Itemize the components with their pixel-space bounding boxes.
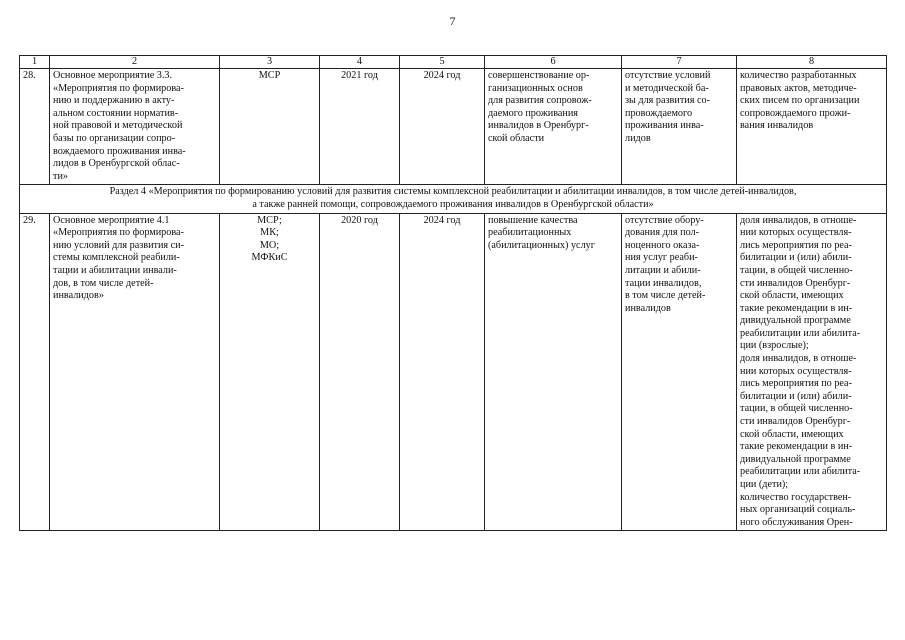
- text-line: сопровождаемого прожи-: [740, 107, 851, 119]
- text-line: «Мероприятия по формирова-: [53, 227, 184, 239]
- text-line: Основное мероприятие 4.1: [53, 214, 170, 226]
- text-line: ской области: [488, 132, 545, 144]
- text-line: дивидуальной программе: [740, 315, 851, 327]
- column-number: 5: [400, 56, 485, 69]
- text-line: инвалидов»: [53, 290, 104, 302]
- end-year-cell: 2024 год: [400, 69, 485, 185]
- text-line: ганизационных основ: [488, 82, 583, 94]
- text-line: ской области, имеющих: [740, 290, 844, 302]
- text-line: повышение качества: [488, 214, 578, 226]
- column-number: 7: [622, 56, 737, 69]
- text-line: лись мероприятия по реа-: [740, 239, 852, 251]
- text-line: провождаемого: [625, 107, 693, 119]
- text-line: вания инвалидов: [740, 120, 814, 132]
- page-number: 7: [449, 14, 456, 28]
- text-line: тации и абилитации инвали-: [53, 264, 177, 276]
- text-line: тации, в общей численно-: [740, 403, 853, 415]
- text-line: зы для развития со-: [625, 95, 710, 107]
- text-line: МО;: [259, 239, 280, 251]
- measures-table: [19, 55, 887, 531]
- consequences-cell: [622, 69, 737, 185]
- indicators-cell: [737, 69, 887, 185]
- measure-name-cell: [50, 213, 220, 531]
- text-line: Основное мероприятие 3.3.: [53, 70, 173, 81]
- text-line: реабилитационных: [488, 227, 572, 239]
- text-line: «Мероприятия по формирова-: [53, 82, 184, 94]
- start-year-cell: 2020 год: [320, 213, 400, 531]
- text-line: совершенствование ор-: [488, 70, 590, 81]
- text-line: доля инвалидов, в отноше-: [740, 353, 857, 365]
- consequences-cell: [622, 213, 737, 531]
- text-line: тации, в общей численно-: [740, 264, 853, 276]
- text-line: ного обслуживания Орен-: [740, 516, 853, 528]
- text-line: билитации и (или) абили-: [740, 252, 852, 264]
- text-line: ния услуг реаби-: [625, 252, 698, 264]
- text-line: проживания инва-: [625, 120, 704, 132]
- text-line: такие рекомендации в ин-: [740, 302, 853, 314]
- text-line: тации инвалидов,: [625, 277, 702, 289]
- row-number: 28.: [20, 69, 50, 185]
- text-line: реабилитации или абилита-: [740, 327, 861, 339]
- row-number: 29.: [20, 213, 50, 531]
- text-line: дов, в том числе детей-: [53, 277, 154, 289]
- text-line: ской области, имеющих: [740, 428, 844, 440]
- executor-cell: [220, 213, 320, 531]
- text-line: лидов в Оренбургской облас-: [53, 158, 180, 170]
- text-line: лись мероприятия по реа-: [740, 378, 852, 390]
- text-line: правовых актов, методиче-: [740, 82, 857, 94]
- text-line: доля инвалидов, в отноше-: [740, 214, 857, 226]
- measure-name-cell: [50, 69, 220, 185]
- column-number: 3: [220, 56, 320, 69]
- end-year-cell: 2024 год: [400, 213, 485, 531]
- text-line: МФКиС: [251, 252, 288, 264]
- text-line: такие рекомендации в ин-: [740, 441, 853, 453]
- section-heading-row: [20, 185, 887, 213]
- text-line: ти»: [53, 170, 68, 182]
- text-line: литации и абили-: [625, 264, 701, 276]
- executor-cell: [220, 69, 320, 185]
- text-line: количество государствен-: [740, 491, 852, 503]
- table-row: [20, 69, 887, 185]
- table-row: [20, 213, 887, 531]
- text-line: даемого проживания: [488, 107, 578, 119]
- text-line: ции (взрослые);: [740, 340, 809, 352]
- text-line: нии которых осуществля-: [740, 365, 852, 377]
- text-line: инвалидов: [625, 302, 671, 314]
- text-line: ноценного оказа-: [625, 239, 700, 251]
- column-number: 6: [485, 56, 622, 69]
- text-line: дования для пол-: [625, 227, 699, 239]
- text-line: Раздел 4 «Мероприятия по формированию условий для развития системы комплексной реабилитации и абилитации инвалидов, в том числе детей-инвалидов,: [109, 186, 797, 198]
- text-line: ной правовой и методической: [53, 120, 183, 132]
- text-line: МК;: [260, 227, 279, 239]
- column-number-row: [20, 56, 887, 69]
- text-line: нию и поддержанию в акту-: [53, 95, 175, 107]
- text-line: МСР;: [257, 214, 282, 226]
- column-number: 2: [50, 56, 220, 69]
- column-number: 4: [320, 56, 400, 69]
- text-line: сти инвалидов Оренбург-: [740, 277, 851, 289]
- text-line: отсутствие обору-: [625, 214, 704, 226]
- indicators-cell: [737, 213, 887, 531]
- text-line: базы по организации сопро-: [53, 132, 176, 144]
- text-line: (абилитационных) услуг: [488, 239, 595, 251]
- text-line: ции (дети);: [740, 479, 789, 490]
- expected-result-cell: [485, 69, 622, 185]
- text-line: нию условий для развития си-: [53, 239, 185, 251]
- text-line: отсутствие условий: [625, 70, 711, 81]
- text-line: ских писем по организации: [740, 95, 860, 107]
- text-line: и методической ба-: [625, 82, 709, 94]
- text-line: для развития сопровож-: [488, 95, 592, 107]
- text-line: МСР: [258, 70, 281, 81]
- text-line: стемы комплексной реабили-: [53, 252, 180, 264]
- column-number: 8: [737, 56, 887, 69]
- text-line: количество разработанных: [740, 70, 857, 81]
- text-line: вождаемого проживания инва-: [53, 145, 186, 157]
- text-line: лидов: [625, 132, 651, 144]
- text-line: дивидуальной программе: [740, 453, 851, 465]
- text-line: альном состоянии норматив-: [53, 107, 179, 119]
- text-line: а также ранней помощи, сопровождаемого проживания инвалидов в Оренбургской области»: [252, 198, 654, 210]
- text-line: в том числе детей-: [625, 290, 706, 302]
- text-line: инвалидов в Оренбург-: [488, 120, 589, 132]
- expected-result-cell: [485, 213, 622, 531]
- start-year-cell: 2021 год: [320, 69, 400, 185]
- text-line: нии которых осуществля-: [740, 227, 852, 239]
- text-line: сти инвалидов Оренбург-: [740, 416, 851, 428]
- text-line: ных организаций социаль-: [740, 504, 856, 516]
- text-line: реабилитации или абилита-: [740, 466, 861, 478]
- text-line: билитации и (или) абили-: [740, 390, 852, 402]
- section-heading: [20, 185, 887, 213]
- column-number: 1: [20, 56, 50, 69]
